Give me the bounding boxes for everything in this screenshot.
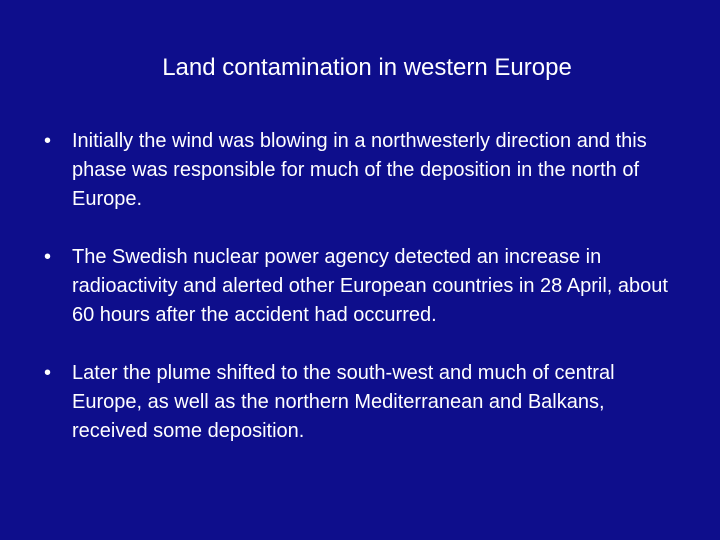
bullet-item <box>44 127 684 214</box>
bullet-marker-icon: • <box>44 362 52 384</box>
bullet-text: Later the plume shifted to the south-west and much of central Europe, as well as the northern Mediterranean and Balkans, received some deposition. <box>72 362 615 442</box>
bullet-text: The Swedish nuclear power agency detected an increase in radioactivity and alerted other European countries in 28 April, about 60 hours after the accident had occurred. <box>72 246 668 326</box>
slide-title: Land contamination in western Europe <box>162 54 572 81</box>
bullet-marker-icon: • <box>44 246 52 268</box>
bullet-marker-icon: • <box>44 130 52 152</box>
bullet-text: Initially the wind was blowing in a northwesterly direction and this phase was responsible for much of the deposition in the north of Europe. <box>72 130 647 210</box>
bullet-item <box>44 243 684 330</box>
bullet-list <box>44 127 684 446</box>
bullet-item <box>44 359 684 446</box>
